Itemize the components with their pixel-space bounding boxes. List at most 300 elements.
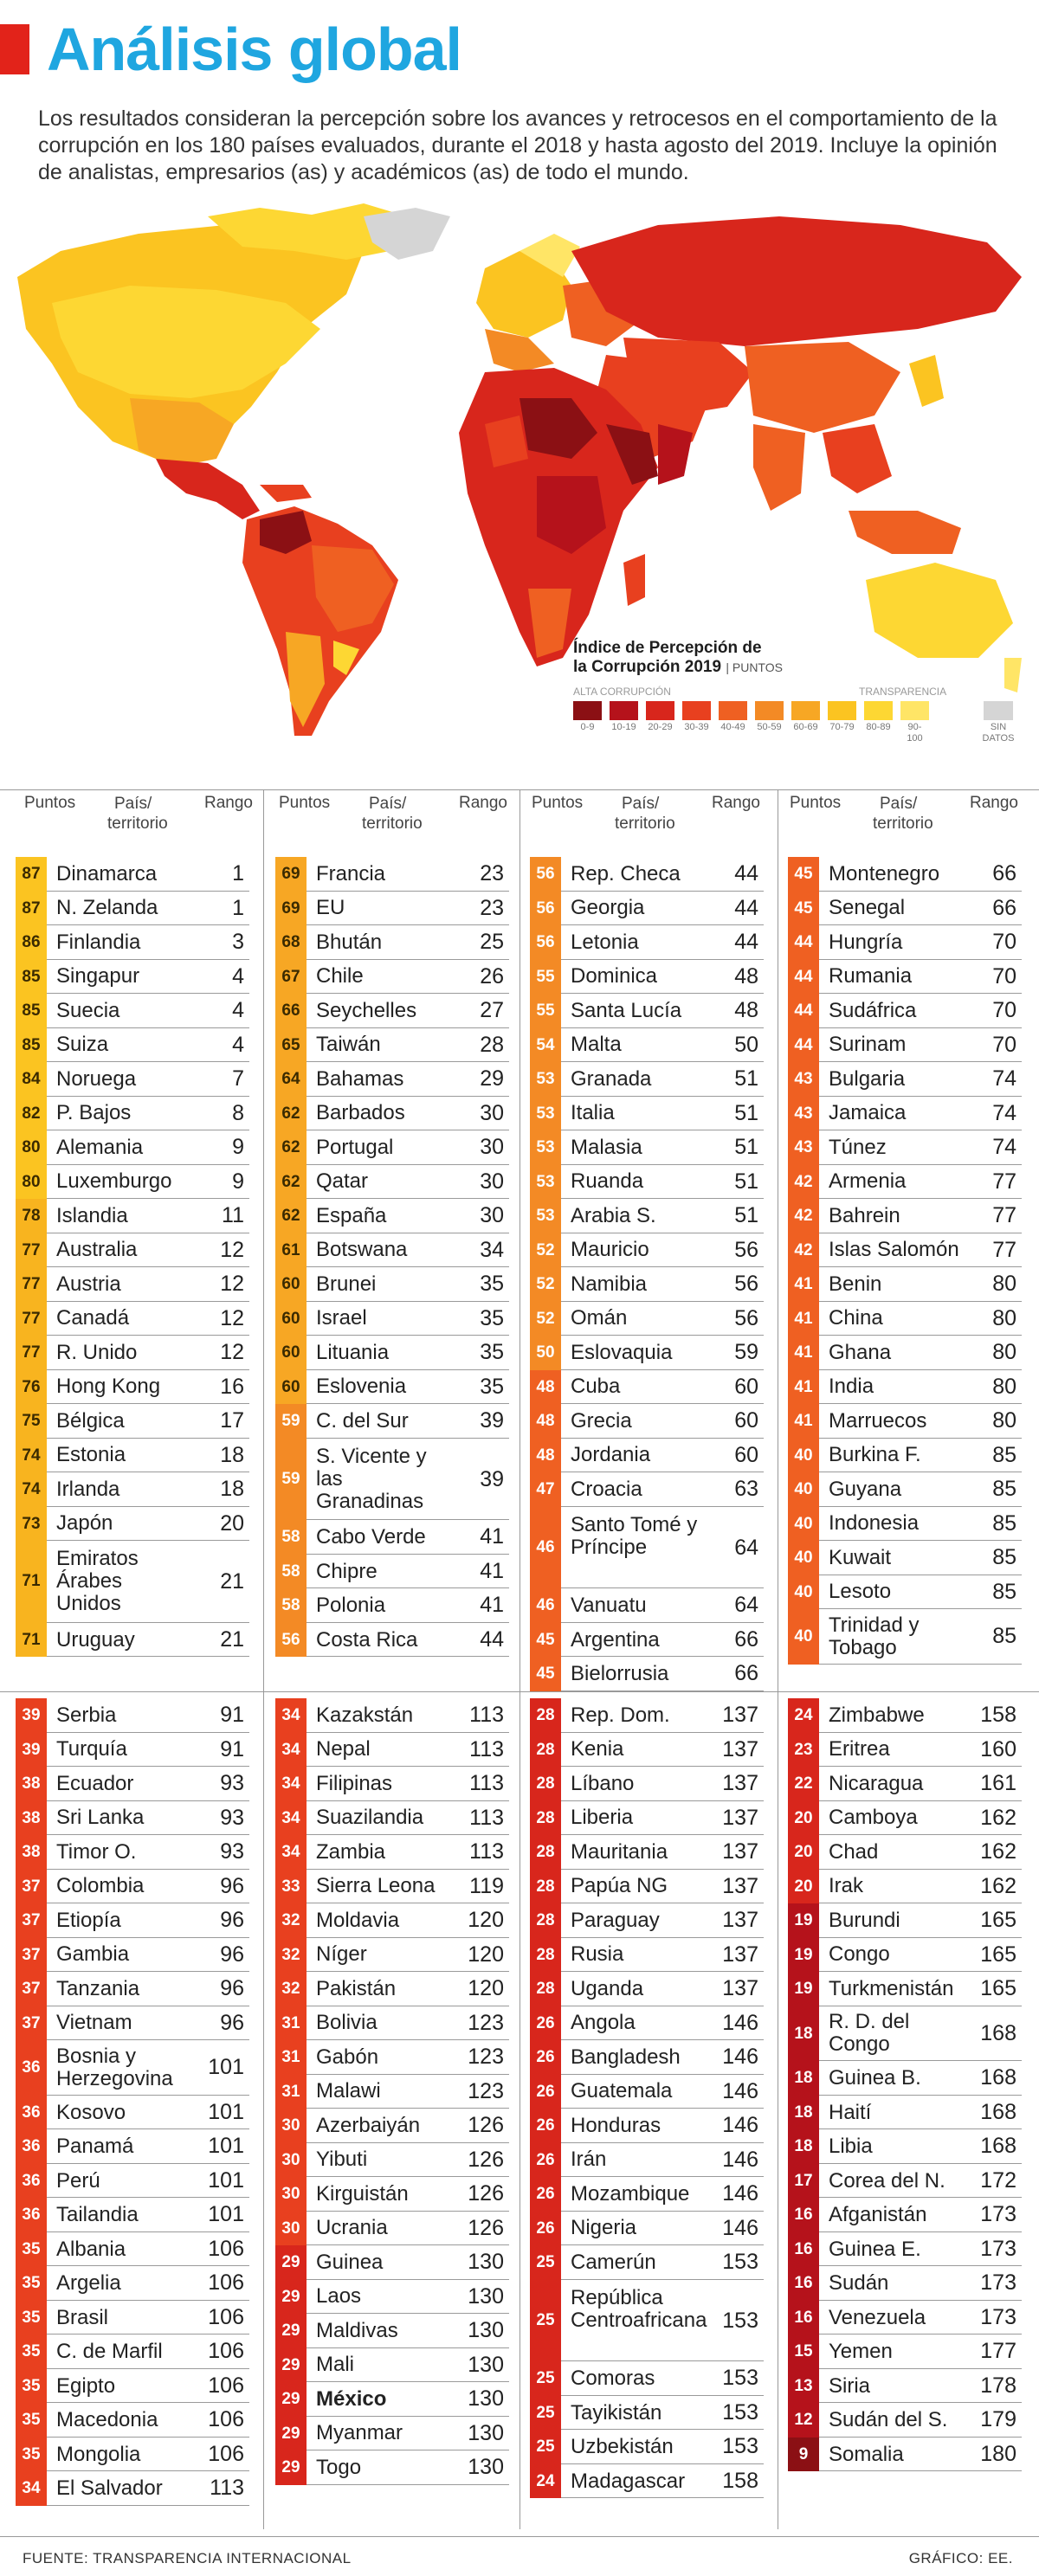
intro-text: Los resultados consideran la percepción sobre los avances y retrocesos en el comportamiento de la corrupción en los 180 países evaluados, durante el 2018 y hasta agosto del 2019. Incluye la opinión de analistas, empresarios (as) y académicos (as) de todo el mundo.: [38, 106, 997, 184]
rank-value: 93: [220, 1839, 244, 1864]
score-value: 26: [536, 2219, 555, 2238]
rank-value: 96: [220, 2010, 244, 2035]
table-row: [788, 1575, 1022, 1610]
score-value: 32: [281, 1945, 300, 1964]
country-name: Uruguay: [56, 1627, 135, 1652]
country-name: República Centroafricana: [571, 2285, 707, 2332]
score-value: 54: [536, 1035, 555, 1054]
rank-value: 85: [992, 1510, 1016, 1536]
country-name: Suazilandia: [316, 1806, 424, 1830]
table-row: [530, 2177, 764, 2212]
rank-value: 30: [480, 1169, 504, 1194]
score-value: 85: [22, 1035, 41, 1054]
rank-value: 51: [734, 1203, 758, 1227]
rank-value: 173: [980, 2202, 1016, 2227]
country-name: Vietnam: [56, 2011, 132, 2035]
table-row: [16, 1404, 249, 1439]
country-name: Tanzania: [56, 1976, 140, 2000]
rank-value: 74: [992, 1066, 1016, 1091]
country-name: Egipto: [56, 2373, 116, 2398]
rank-value: 91: [220, 1736, 244, 1761]
score-value: 36: [22, 2206, 41, 2225]
table-row: [16, 1972, 249, 2006]
country-name: Austria: [56, 1272, 121, 1296]
table-row: [788, 1903, 1022, 1938]
table-top-rule: [0, 789, 1039, 790]
score-value: 45: [794, 865, 813, 883]
score-value: 24: [794, 1706, 813, 1724]
rank-value: 162: [980, 1805, 1016, 1830]
rank-value: 168: [980, 2020, 1016, 2045]
rank-value: 70: [992, 963, 1016, 989]
country-name: Lesoto: [829, 1580, 892, 1604]
score-value: 28: [536, 1740, 555, 1759]
table-row: [530, 1657, 764, 1691]
country-name: Paraguay: [571, 1908, 660, 1932]
table-row: [788, 2096, 1022, 2130]
rank-value: 12: [220, 1305, 244, 1330]
rank-value: 70: [992, 998, 1016, 1022]
table-row: [16, 1938, 249, 1973]
score-value: 41: [794, 1343, 813, 1362]
rank-value: 113: [469, 1736, 504, 1761]
table-row: [530, 1267, 764, 1302]
country-name: Colombia: [56, 1874, 145, 1898]
score-value: 16: [794, 2308, 813, 2327]
rank-value: 137: [722, 1908, 758, 1932]
rank-value: 113: [469, 1839, 504, 1864]
rank-value: 113: [469, 1771, 504, 1795]
score-value: 9: [798, 2444, 809, 2463]
rank-value: 64: [734, 1593, 758, 1618]
table-row: [788, 1870, 1022, 1904]
table-row: [275, 1835, 509, 1870]
table-row: [788, 1801, 1022, 1836]
rank-value: 12: [220, 1272, 244, 1296]
country-name: Camboya: [829, 1806, 918, 1830]
rank-value: 137: [722, 1703, 758, 1727]
rank-value: 137: [722, 1839, 758, 1864]
legend-range-label: 50-59: [757, 722, 782, 732]
rank-value: 18: [220, 1477, 244, 1501]
score-value: 67: [281, 967, 300, 986]
source-note: FUENTE: TRANSPARENCIA INTERNACIONAL: [23, 2550, 352, 2566]
country-name: Gambia: [56, 1942, 130, 1967]
country-name: China: [829, 1306, 883, 1330]
rank-value: 178: [980, 2373, 1016, 2398]
score-value: 85: [22, 967, 41, 986]
rank-value: 165: [980, 1976, 1016, 2000]
legend-title: Índice de Percepción de la Corrupción 2019 | PUNTOS: [573, 639, 783, 676]
table-row: [530, 857, 764, 892]
rank-value: 63: [734, 1477, 758, 1501]
table-row: [16, 960, 249, 995]
rank-value: 101: [208, 2099, 244, 2124]
country-name: Bélgica: [56, 1408, 125, 1433]
score-value: 62: [281, 1138, 300, 1156]
column-header: [279, 794, 513, 846]
score-value: 20: [794, 1808, 813, 1827]
rank-value: 153: [722, 2366, 758, 2391]
rank-value: 106: [208, 2270, 244, 2296]
rank-value: 4: [232, 963, 244, 989]
rank-value: 153: [722, 2434, 758, 2459]
score-value: 35: [22, 2274, 41, 2293]
table-row: [788, 1835, 1022, 1870]
table-row: [16, 1267, 249, 1302]
country-name: Angola: [571, 2011, 636, 2035]
score-value: 53: [536, 1207, 555, 1225]
country-name: Rep. Checa: [571, 861, 681, 886]
score-value: 53: [536, 1138, 555, 1156]
rank-value: 161: [980, 1771, 1016, 1795]
table-row: [16, 2334, 249, 2369]
country-name: Georgia: [571, 896, 645, 920]
legend-range-label: 0-9: [580, 722, 595, 732]
rank-value: 119: [469, 1873, 504, 1898]
score-value: 37: [22, 1877, 41, 1896]
score-value: 16: [794, 2239, 813, 2258]
country-name: Malasia: [571, 1135, 642, 1159]
country-name: Burkina F.: [829, 1443, 921, 1467]
country-name: Kosovo: [56, 2100, 126, 2124]
country-name: Polonia: [316, 1594, 386, 1618]
country-name: Argentina: [571, 1627, 660, 1652]
table-row: [16, 1835, 249, 1870]
rank-value: 44: [734, 930, 758, 954]
rank-value: 70: [992, 1032, 1016, 1057]
score-value: 77: [22, 1343, 41, 1362]
rank-value: 120: [468, 1908, 504, 1932]
table-bottom-rule: [0, 2536, 1039, 2537]
table-row: [16, 1028, 249, 1063]
country-name: Finlandia: [56, 930, 141, 954]
table-row: [788, 1609, 1022, 1665]
table-row: [275, 2177, 509, 2212]
table-row: [275, 960, 509, 995]
rank-value: 16: [220, 1374, 244, 1399]
table-row: [16, 1370, 249, 1405]
header-country-sub: territorio: [615, 815, 675, 833]
rank-value: 173: [980, 2236, 1016, 2261]
table-row: [788, 2232, 1022, 2267]
table-row: [275, 1767, 509, 1801]
rank-value: 77: [992, 1237, 1016, 1262]
rank-value: 93: [220, 1771, 244, 1795]
rank-value: 66: [992, 895, 1016, 920]
rank-value: 153: [722, 2250, 758, 2274]
score-value: 30: [281, 2185, 300, 2203]
country-name: Kazakstán: [316, 1703, 414, 1727]
score-value: 53: [536, 1070, 555, 1088]
table-row: [275, 1733, 509, 1768]
country-name: Uzbekistán: [571, 2435, 674, 2459]
table-row: [788, 960, 1022, 995]
legend-range-label: 30-39: [684, 722, 709, 732]
score-value: 53: [536, 1172, 555, 1191]
score-value: 69: [281, 898, 300, 918]
header-country-sub: territorio: [873, 815, 933, 833]
rank-value: 158: [980, 1703, 1016, 1727]
country-name: Guatemala: [571, 2079, 673, 2103]
header-rank: Rango: [712, 794, 760, 812]
score-value: 44: [794, 967, 813, 986]
legend-range-label: 40-49: [720, 722, 745, 732]
table-row: [530, 1370, 764, 1405]
country-name: Haití: [829, 2100, 872, 2124]
table-row: [788, 2301, 1022, 2335]
table-row: [16, 1507, 249, 1542]
rank-value: 146: [722, 2113, 758, 2137]
rank-value: 17: [220, 1408, 244, 1433]
country-name: Sri Lanka: [56, 1806, 145, 1830]
rank-value: 168: [980, 2099, 1016, 2124]
country-name: Bahrein: [829, 1203, 900, 1227]
rank-value: 85: [992, 1477, 1016, 1501]
score-value: 24: [536, 2471, 555, 2490]
rank-value: 146: [722, 2010, 758, 2035]
score-value: 55: [536, 1001, 555, 1020]
rank-value: 160: [980, 1736, 1016, 1761]
map-africa: [459, 368, 658, 667]
country-name: Chipre: [316, 1559, 378, 1583]
table-row: [16, 1062, 249, 1097]
country-name: Botswana: [316, 1238, 408, 1262]
score-value: 32: [281, 1980, 300, 1998]
table-row: [788, 1439, 1022, 1473]
country-name: Argelia: [56, 2271, 121, 2296]
country-name: Malta: [571, 1033, 622, 1057]
rank-value: 39: [480, 1466, 504, 1491]
score-value: 77: [22, 1240, 41, 1259]
table-row: [530, 1097, 764, 1131]
country-name: Burundi: [829, 1908, 900, 1932]
score-value: 43: [794, 1138, 813, 1156]
rank-value: 51: [734, 1100, 758, 1125]
rank-value: 146: [722, 2181, 758, 2206]
country-name: Islas Salomón: [829, 1238, 959, 1262]
country-name: Honduras: [571, 2113, 661, 2137]
score-value: 35: [22, 2239, 41, 2258]
country-name: Nicaragua: [829, 1771, 924, 1795]
rank-value: 106: [208, 2373, 244, 2398]
table-row: [275, 2245, 509, 2280]
table-row: [788, 2164, 1022, 2199]
rank-value: 66: [992, 861, 1016, 886]
country-name: Líbano: [571, 1771, 635, 1795]
country-name: Israel: [316, 1306, 367, 1330]
country-name: Bhután: [316, 930, 383, 954]
score-value: 36: [22, 2171, 41, 2190]
table-row: [16, 2266, 249, 2301]
rank-value: 23: [480, 861, 504, 886]
country-name: Kenia: [571, 1737, 624, 1761]
rank-value: 113: [469, 1805, 504, 1830]
table-row: [788, 1302, 1022, 1336]
score-value: 76: [22, 1377, 41, 1396]
rank-value: 77: [992, 1169, 1016, 1194]
score-value: 45: [536, 1630, 555, 1649]
rank-value: 106: [208, 2441, 244, 2466]
rank-value: 168: [980, 2134, 1016, 2159]
table-row: [275, 2314, 509, 2348]
country-name: Eslovaquia: [571, 1340, 673, 1364]
country-name: Eritrea: [829, 1737, 890, 1761]
score-value: 34: [281, 1843, 300, 1861]
country-name: Libia: [829, 2135, 873, 2159]
score-value: 26: [536, 2150, 555, 2169]
rank-value: 123: [468, 2078, 504, 2103]
score-value: 26: [536, 2116, 555, 2135]
rank-value: 28: [480, 1032, 504, 1057]
legend-no-data-label: SIN DATOS: [982, 722, 1015, 744]
country-name: Maldivas: [316, 2318, 398, 2342]
rank-value: 130: [468, 2318, 504, 2342]
country-name: Grecia: [571, 1408, 632, 1433]
score-value: 50: [536, 1343, 555, 1362]
legend-swatch: [900, 701, 929, 720]
score-value: 46: [536, 1596, 555, 1615]
table-row: [788, 2369, 1022, 2404]
country-name: Mali: [316, 2353, 355, 2377]
country-name: Laos: [316, 2284, 362, 2309]
score-value: 12: [794, 2411, 813, 2430]
table-row: [530, 2464, 764, 2499]
table-row: [530, 1767, 764, 1801]
table-row: [275, 1302, 509, 1336]
score-value: 37: [22, 2013, 41, 2032]
country-name: Zambia: [316, 1839, 386, 1864]
score-value: 29: [281, 2458, 300, 2476]
score-value: 22: [794, 1774, 813, 1793]
rank-value: 177: [980, 2339, 1016, 2364]
country-name: Nigeria: [571, 2216, 637, 2240]
rank-value: 41: [480, 1524, 504, 1549]
country-name: Benin: [829, 1272, 882, 1296]
score-value: 77: [22, 1275, 41, 1293]
score-value: 34: [281, 1706, 300, 1724]
score-value: 60: [281, 1309, 300, 1328]
country-name: Siria: [829, 2373, 871, 2398]
rank-value: 168: [980, 2065, 1016, 2090]
score-value: 30: [281, 2150, 300, 2169]
country-name: Sierra Leona: [316, 1874, 436, 1898]
country-name: Granada: [571, 1066, 652, 1091]
table-row: [275, 2280, 509, 2315]
table-row: [788, 1028, 1022, 1063]
rank-value: 106: [208, 2304, 244, 2329]
table-row: [530, 2396, 764, 2431]
rank-value: 126: [468, 2147, 504, 2172]
country-name: Brunei: [316, 1272, 377, 1296]
legend-range-label: 70-79: [829, 722, 855, 732]
country-name: Seychelles: [316, 998, 417, 1022]
rank-value: 80: [992, 1340, 1016, 1364]
map-north-america: [17, 203, 450, 467]
table-row: [275, 1199, 509, 1233]
table-row: [275, 2382, 509, 2417]
country-name: Francia: [316, 861, 386, 886]
table-row: [788, 1733, 1022, 1768]
score-value: 60: [281, 1275, 300, 1293]
table-row: [275, 857, 509, 892]
table-row: [16, 1733, 249, 1768]
country-name: Santa Lucía: [571, 998, 682, 1022]
score-value: 15: [794, 2342, 813, 2361]
country-name: Serbia: [56, 1703, 117, 1727]
rank-value: 11: [222, 1203, 244, 1227]
country-name: Yemen: [829, 2340, 893, 2364]
score-value: 69: [281, 865, 300, 883]
score-value: 48: [536, 1446, 555, 1465]
country-name: R. D. del Congo: [829, 2010, 910, 2057]
header-country: País/: [369, 795, 407, 813]
table-row: [16, 1336, 249, 1370]
table-row: [530, 2143, 764, 2178]
score-value: 31: [281, 2048, 300, 2066]
table-row: [530, 1588, 764, 1623]
score-value: 29: [281, 2253, 300, 2271]
table-row: [788, 1767, 1022, 1801]
table-row: [530, 2361, 764, 2396]
country-name: Lituania: [316, 1340, 390, 1364]
country-name: Portugal: [316, 1135, 394, 1159]
table-row: [788, 857, 1022, 892]
country-name: Jamaica: [829, 1101, 907, 1125]
score-value: 34: [281, 1774, 300, 1793]
score-value: 19: [794, 1945, 813, 1964]
country-name: Kirguistán: [316, 2181, 409, 2206]
table-row: [275, 1520, 509, 1555]
rank-value: 3: [232, 930, 244, 954]
country-name: Macedonia: [56, 2408, 158, 2432]
table-row: [275, 2143, 509, 2178]
score-value: 40: [794, 1627, 813, 1645]
legend-swatch: [791, 701, 820, 720]
score-value: 44: [794, 933, 813, 951]
rank-value: 35: [480, 1305, 504, 1330]
country-name: Nepal: [316, 1737, 371, 1761]
country-name: Sudáfrica: [829, 998, 917, 1022]
rank-value: 101: [208, 2202, 244, 2227]
rank-value: 137: [722, 1873, 758, 1898]
country-name: Afganistán: [829, 2203, 927, 2227]
rank-value: 21: [220, 1626, 244, 1652]
rank-value: 130: [468, 2283, 504, 2309]
table-row: [275, 1555, 509, 1589]
legend-low-label: ALTA CORRUPCIÓN: [573, 686, 671, 698]
country-name: Noruega: [56, 1066, 137, 1091]
column-divider: [263, 789, 264, 2529]
rank-value: 7: [232, 1066, 244, 1091]
country-name: Italia: [571, 1101, 615, 1125]
country-name: España: [316, 1203, 387, 1227]
score-value: 41: [794, 1377, 813, 1396]
country-name: Venezuela: [829, 2305, 926, 2329]
score-value: 62: [281, 1104, 300, 1123]
table-row: [530, 1336, 764, 1370]
score-value: 25: [536, 2403, 555, 2422]
table-row: [16, 2232, 249, 2267]
rank-value: 162: [980, 1873, 1016, 1898]
table-row: [530, 1623, 764, 1658]
rank-value: 120: [468, 1976, 504, 2000]
table-row: [16, 857, 249, 892]
score-value: 16: [794, 2274, 813, 2293]
score-value: 42: [794, 1240, 813, 1259]
table-row: [788, 1233, 1022, 1268]
score-value: 31: [281, 2013, 300, 2032]
